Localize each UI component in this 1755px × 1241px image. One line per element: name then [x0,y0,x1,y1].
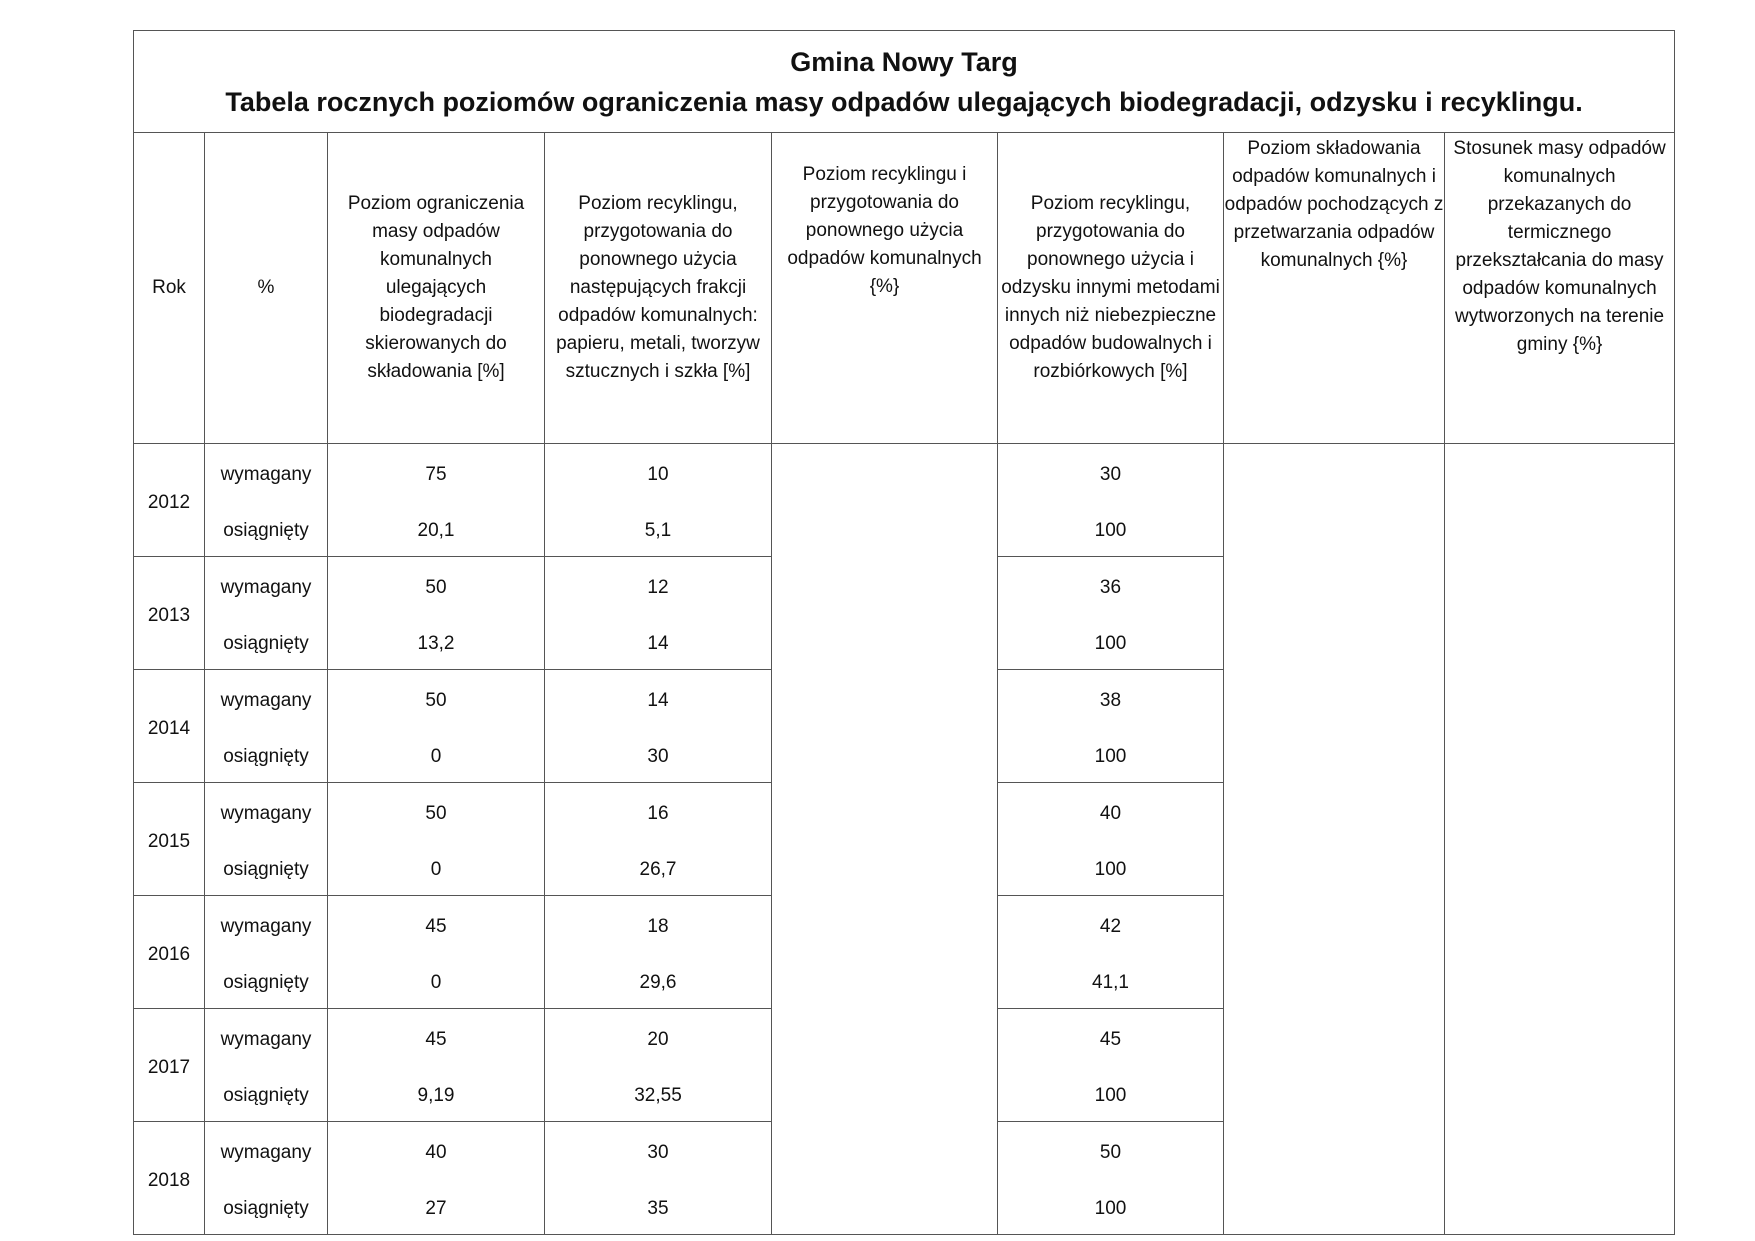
achieved-value: 9,19 [417,1085,455,1106]
achieved-value: osiągnięty [223,972,309,993]
year-cell [134,1122,205,1235]
year-label: 2018 [147,1170,191,1191]
level-type-cell [205,1009,328,1122]
year-label: 2016 [147,944,191,965]
year-label: 2013 [147,605,191,626]
required-value: 45 [425,1029,447,1050]
col-header-fractions: Poziom recyklingu, przygotowania do ponownego użycia następujących frakcji odpadów komunalnych: papieru, metali, tworzyw sztucznych i szkła [%] [545,133,772,444]
achieved-value: 0 [430,972,442,993]
level-type-cell [205,896,328,1009]
column-header-row [134,133,1675,444]
col-header-thermal: Stosunek masy odpadów komunalnych przekazanych do termicznego przekształcania do masy odpadów komunalnych wytworzonych na terenie gminy {%} [1445,133,1675,444]
achieved-value: 41,1 [1092,972,1129,993]
fractions-cell [545,444,772,557]
required-value: wymagany [220,464,312,485]
level-type-cell [205,670,328,783]
achieved-value: 20,1 [417,520,455,541]
fractions-cell [545,1122,772,1235]
achieved-value: 32,55 [634,1085,682,1106]
biodegradable-cell [328,670,545,783]
fractions-cell [545,1009,772,1122]
biodegradable-cell [328,557,545,670]
required-value: 30 [1099,464,1122,485]
required-value: 36 [1099,577,1122,598]
fractions-cell [545,783,772,896]
year-cell [134,557,205,670]
achieved-value: 0 [430,859,442,880]
achieved-value: 30 [647,746,669,767]
table-subtitle: Tabela rocznych poziomów ograniczenia masy odpadów ulegających biodegradacji, odzysku i recyklingu. [225,86,1583,117]
waste-levels-table [133,30,1675,1235]
required-value: wymagany [220,1029,312,1050]
level-type-cell [205,444,328,557]
required-value: 18 [647,916,669,937]
construction-cell [998,1122,1224,1235]
table-row [134,444,1675,557]
required-value: 45 [1099,1029,1122,1050]
biodegradable-cell [328,1122,545,1235]
achieved-value: osiągnięty [223,633,309,654]
biodegradable-cell [328,896,545,1009]
col-header-construction: Poziom recyklingu, przygotowania do ponownego użycia i odzysku innymi metodami innych niż niebezpieczne odpadów budowalnych i rozbiórkowych [%] [998,133,1224,444]
required-value: 42 [1099,916,1122,937]
recycling-empty-cell [772,444,998,1235]
municipality-title: Gmina Nowy Targ [790,46,1018,77]
year-label: 2014 [147,718,191,739]
biodegradable-cell [328,783,545,896]
required-value: 30 [647,1142,669,1163]
col-header-recycling: Poziom recyklingu i przygotowania do ponownego użycia odpadów komunalnych {%} [772,133,998,444]
achieved-value: osiągnięty [223,1085,309,1106]
required-value: 40 [425,1142,447,1163]
achieved-value: 14 [647,633,669,654]
year-cell [134,444,205,557]
required-value: wymagany [220,916,312,937]
achieved-value: 100 [1094,520,1127,541]
required-value: 50 [425,803,447,824]
required-value: 12 [647,577,669,598]
construction-cell [998,783,1224,896]
achieved-value: 5,1 [644,520,672,541]
level-type-cell [205,783,328,896]
required-value: 20 [647,1029,669,1050]
fractions-cell [545,670,772,783]
fractions-cell [545,557,772,670]
construction-cell [998,896,1224,1009]
table-title [134,31,1675,133]
biodegradable-cell [328,1009,545,1122]
achieved-value: osiągnięty [223,520,309,541]
achieved-value: 100 [1094,746,1127,767]
level-type-cell [205,1122,328,1235]
col-header-year: Rok [134,133,205,444]
construction-cell [998,670,1224,783]
year-cell [134,896,205,1009]
achieved-value: 100 [1094,1198,1127,1219]
required-value: wymagany [220,1142,312,1163]
thermal-empty-cell [1445,444,1675,1235]
required-value: 50 [425,690,447,711]
fractions-cell [545,896,772,1009]
achieved-value: osiągnięty [223,859,309,880]
achieved-value: 29,6 [639,972,677,993]
construction-cell [998,557,1224,670]
landfill-empty-cell [1224,444,1445,1235]
year-cell [134,1009,205,1122]
required-value: wymagany [220,803,312,824]
required-value: wymagany [220,690,312,711]
year-cell [134,670,205,783]
col-header-landfill: Poziom składowania odpadów komunalnych i odpadów pochodzących z przetwarzania odpadów komunalnych {%} [1224,133,1445,444]
required-value: 10 [647,464,669,485]
achieved-value: 13,2 [417,633,455,654]
required-value: wymagany [220,577,312,598]
achieved-value: osiągnięty [223,746,309,767]
col-header-percent: % [205,133,328,444]
construction-cell [998,444,1224,557]
achieved-value: 100 [1094,1085,1127,1106]
biodegradable-cell [328,444,545,557]
achieved-value: osiągnięty [223,1198,309,1219]
required-value: 45 [425,916,447,937]
required-value: 50 [425,577,447,598]
achieved-value: 100 [1094,633,1127,654]
required-value: 40 [1099,803,1122,824]
required-value: 50 [1099,1142,1122,1163]
achieved-value: 35 [647,1198,669,1219]
required-value: 75 [425,464,447,485]
year-label: 2017 [147,1057,191,1078]
year-cell [134,783,205,896]
required-value: 38 [1099,690,1122,711]
col-header-biodegradable: Poziom ograniczenia masy odpadów komunalnych ulegających biodegradacji skierowanych do składowania [%] [328,133,545,444]
achieved-value: 0 [430,746,442,767]
construction-cell [998,1009,1224,1122]
level-type-cell [205,557,328,670]
achieved-value: 27 [425,1198,447,1219]
year-label: 2012 [147,492,191,513]
required-value: 16 [647,803,669,824]
required-value: 14 [647,690,669,711]
achieved-value: 26,7 [639,859,677,880]
achieved-value: 100 [1094,859,1127,880]
year-label: 2015 [147,831,191,852]
